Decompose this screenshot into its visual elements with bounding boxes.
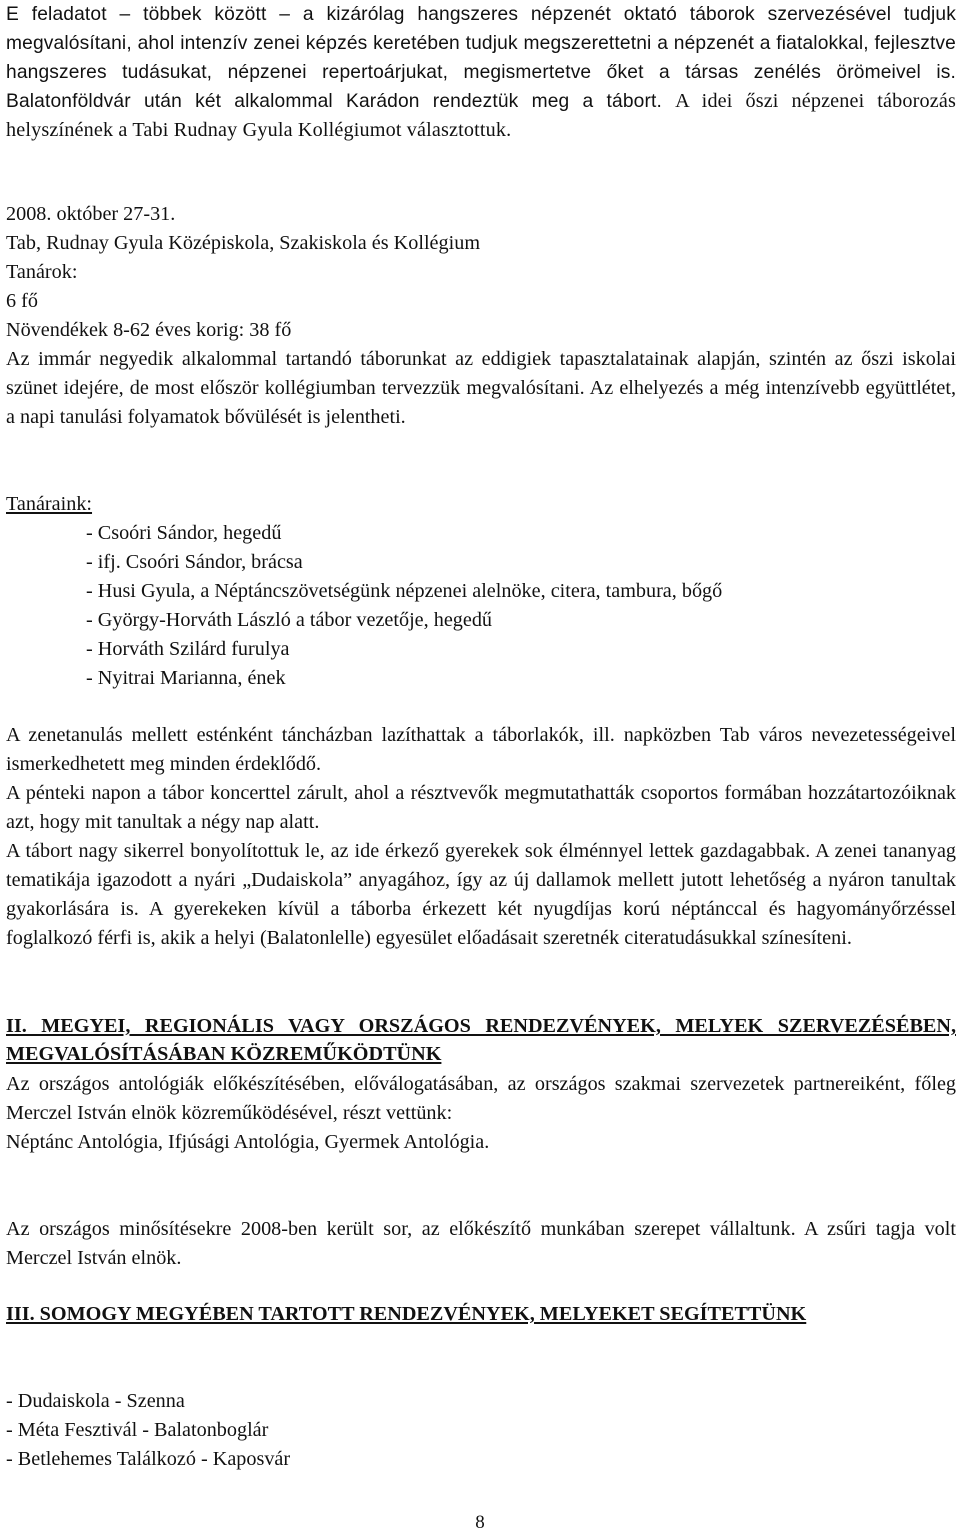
event-item: - Dudaiskola - Szenna	[6, 1390, 185, 1412]
intro-paragraph	[6, 0, 956, 145]
section-2-antologies: Néptánc Antológia, Ifjúsági Antológia, Gyermek Antológia.	[6, 1131, 490, 1153]
teachers-list	[6, 490, 956, 693]
teacher-item: - Husi Gyula, a Néptáncszövetségünk népzenei alelnöke, citera, tambura, bőgő	[86, 580, 723, 602]
section-2-body	[6, 1070, 956, 1157]
section-2-heading: II. MEGYEI, REGIONÁLIS VAGY ORSZÁGOS RENDEZVÉNYEK, MELYEK SZERVEZÉSÉBEN, MEGVALÓSÍTÁSÁBAN KÖZREMŰKÖDTÜNK	[6, 1015, 956, 1065]
camp-paragraph-1	[6, 345, 956, 432]
teacher-item: - György-Horváth László a tábor vezetője, hegedű	[86, 609, 493, 631]
intro-serif-tail: A idei őszi népzenei táborozás helyszínének a Tabi Rudnay Gyula Kollégiumot választottuk.	[6, 90, 956, 141]
intro-text: E feladatot – többek között – a kizárólag hangszeres népzenét oktató táborok szervezésével tudjuk megvalósítani, ahol intenzív zenei képzés keretében tudjuk megszerettetni a népzenét a fiatalokkal, fejlesztve hangszeres tudásukat, népzenei repertoárjukat, megismertetve őket a társas zenélés örömeivel is. Balatonföldvár után két alkalommal Karádon rendeztük meg a tábort.	[6, 4, 956, 112]
section-3-list	[6, 1387, 956, 1474]
camp-teachers-label: Tanárok:	[6, 261, 78, 283]
camp-paragraph-2: A zenetanulás mellett esténként táncházban lazíthattak a táborlakók, ill. napközben Tab város nevezetességeivel ismerkedhetett meg minden érdeklődő.	[6, 724, 956, 775]
section-2-paragraph-1: Az országos antológiák előkészítésében, előválogatásában, az országos szakmai szervezetek partnereiként, főleg Merczel István elnök közreműködésével, részt vettünk:	[6, 1073, 956, 1124]
page-number: 8	[475, 1512, 485, 1533]
section-3-heading: III. SOMOGY MEGYÉBEN TARTOTT RENDEZVÉNYEK, MELYEKET SEGÍTETTÜNK	[6, 1303, 807, 1325]
event-item: - Betlehemes Találkozó - Kaposvár	[6, 1448, 291, 1470]
teacher-item: - Horváth Szilárd furulya	[86, 638, 290, 660]
camp-paragraph-1-text: Az immár negyedik alkalommal tartandó táborunkat az eddigiek tapasztalatainak alapján, szintén az őszi iskolai szünet idejére, de most először kollégiumban tervezzük megvalósítani. Az elhelyezés a még intenzívebb együttlétet, a napi tanulási folyamatok bővülését is jelentheti.	[6, 348, 956, 428]
teachers-heading: Tanáraink:	[6, 493, 93, 515]
teacher-item: - Csoóri Sándor, hegedű	[86, 522, 282, 544]
camp-venue: Tab, Rudnay Gyula Középiskola, Szakiskola és Kollégium	[6, 232, 481, 254]
section-3-heading-wrap	[6, 1300, 956, 1328]
camp-teachers-value: 6 fő	[6, 290, 38, 312]
camp-details	[6, 200, 956, 345]
section-2-paragraph-2: Az országos minősítésekre 2008-ben került sor, az előkészítő munkában szerepet vállaltunk. A zsűri tagja volt Merczel István elnök.	[6, 1218, 956, 1269]
camp-date: 2008. október 27-31.	[6, 203, 176, 225]
teacher-item: - Nyitrai Marianna, ének	[86, 667, 286, 689]
camp-teachers-row	[6, 258, 956, 316]
camp-paragraphs	[6, 721, 956, 953]
camp-paragraph-4: A tábort nagy sikerrel bonyolítottuk le, az ide érkező gyerekek sok élménnyel lettek gazdagabbak. A zenei tananyag tematikája igazodott a nyári „Dudaiskola” anyagához, így az új dallamok mellett jutott lehetőség a nyáron tanultak gyakorlására is. A gyerekeken kívül a táborba érkezett két nyugdíjas korú néptánccal és hagyományőrzéssel foglalkozó férfi is, akik a helyi (Balatonlelle) egyesület előadásait szeretnék citeratudásukkal színesíteni.	[6, 840, 956, 949]
camp-students: Növendékek 8-62 éves korig: 38 fő	[6, 319, 292, 341]
section-2-heading-wrap	[6, 1012, 956, 1068]
teacher-item: - ifj. Csoóri Sándor, brácsa	[86, 551, 303, 573]
camp-paragraph-3: A pénteki napon a tábor koncerttel zárult, ahol a résztvevők megmutathatták csoportos formában hozzátartozóiknak azt, hogy mit tanultak a négy nap alatt.	[6, 782, 956, 833]
event-item: - Méta Fesztivál - Balatonboglár	[6, 1419, 269, 1441]
section-2-paragraph-2-wrap	[6, 1215, 956, 1273]
